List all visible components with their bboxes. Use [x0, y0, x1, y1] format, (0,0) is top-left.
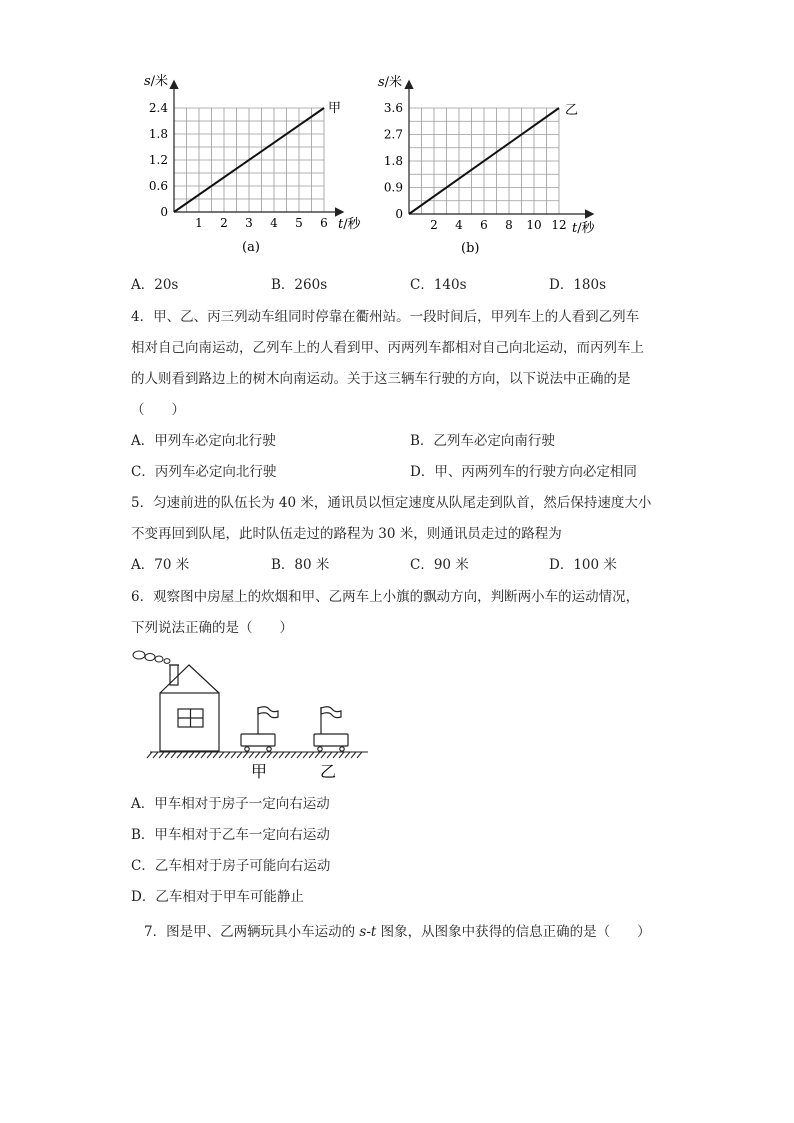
- q5-option-d: D．100 米: [549, 557, 617, 573]
- ground-hatch: [333, 752, 338, 758]
- chart-b-caption: (b): [461, 241, 480, 256]
- ground-hatch: [267, 752, 272, 758]
- chart-b-y-tick-label: 3.6: [383, 101, 403, 115]
- q7-var: s-t: [359, 924, 377, 940]
- ground-hatch: [213, 752, 218, 758]
- q5-line-1: 5．匀速前进的队伍长为 40 米，通讯员以恒定速度从队尾走到队首，然后保持速度大小: [131, 495, 652, 511]
- chart-b-x-tick-label: 4: [455, 218, 463, 232]
- ground-hatch: [291, 752, 296, 758]
- ground-hatch: [345, 752, 350, 758]
- q4-option-b: B．乙列车必定向南行驶: [410, 433, 555, 449]
- cart-b-label: 乙: [320, 762, 337, 781]
- ground-hatch: [159, 752, 164, 758]
- q5-option-c: C．90 米: [410, 557, 469, 573]
- chart-a-caption: (a): [242, 240, 260, 255]
- q4-line-4: （ ）: [131, 402, 185, 418]
- ground-hatch: [237, 752, 242, 758]
- q7-text-before: 7．图是甲、乙两辆玩具小车运动的: [144, 924, 360, 940]
- chart-a-x-tick-label: 5: [295, 216, 303, 230]
- q6-line-1: 6．观察图中房屋上的炊烟和甲、乙两车上小旗的飘动方向，判断两小车的运动情况，: [131, 589, 640, 605]
- ground-hatch: [303, 752, 308, 758]
- ground-hatch: [261, 752, 266, 758]
- ground-hatch: [201, 752, 206, 758]
- q3-option-a: A．20s: [131, 277, 179, 293]
- chart-a-y-tick-label: 0: [160, 205, 168, 219]
- chart-b-x-tick-label: 8: [505, 218, 513, 232]
- chart-b-x-tick-label: 2: [430, 218, 438, 232]
- q3-option-b: B．260s: [271, 277, 328, 293]
- chart-b-y-tick-label: 0: [395, 207, 403, 221]
- chart-a-x-tick-label: 4: [270, 216, 278, 230]
- chart-b-xlabel: t/秒: [572, 221, 595, 236]
- chart-a-y-tick-label: 0.6: [148, 179, 168, 193]
- q6-option-d: D．乙车相对于甲车可能静止: [131, 889, 304, 905]
- chart-a-x-tick-label: 1: [195, 216, 203, 230]
- ground-hatch: [171, 752, 176, 758]
- ground-hatch: [297, 752, 302, 758]
- chart-b: [370, 70, 610, 260]
- q4-option-a: A．甲列车必定向北行驶: [131, 433, 276, 449]
- q4-line-2: 相对自己向南运动，乙列车上的人看到甲、丙两列车都相对自己向北运动，而丙列车上: [131, 340, 644, 356]
- ground-hatch: [285, 752, 290, 758]
- cart-a-label: 甲: [251, 762, 268, 781]
- ground-hatch: [207, 752, 212, 758]
- chart-b-x-tick-label: 10: [526, 218, 542, 232]
- ground-hatch: [327, 752, 332, 758]
- chart-a-y-tick-label: 2.4: [148, 101, 168, 115]
- chart-a-series-label: 甲: [328, 101, 342, 116]
- q5-option-a: A．70 米: [131, 557, 190, 573]
- cart-a: [241, 707, 278, 751]
- ground-hatch: [351, 752, 356, 758]
- ground-hatch: [153, 752, 158, 758]
- chart-a-y-tick-label: 1.8: [148, 127, 168, 141]
- chart-a-y-tick-label: 1.2: [148, 153, 168, 167]
- ground-hatch: [279, 752, 284, 758]
- ground-hatch: [177, 752, 182, 758]
- chart-a-x-tick-label: 2: [220, 216, 228, 230]
- q4-line-1: 4．甲、乙、丙三列动车组同时停靠在衢州站。一段时间后，甲列车上的人看到乙列车: [131, 309, 640, 325]
- ground-hatch: [339, 752, 344, 758]
- ground-hatch: [165, 752, 170, 758]
- q7-text-after: 图象，从图象中获得的信息正确的是（ ）: [376, 924, 651, 940]
- q4-line-3: 的人则看到路边上的树木向南运动。关于这三辆车行驶的方向，以下说法中正确的是: [131, 371, 631, 387]
- ground-hatch: [357, 752, 362, 758]
- ground-hatch: [231, 752, 236, 758]
- ground-hatch: [255, 752, 260, 758]
- q6-option-c: C．乙车相对于房子可能向右运动: [131, 858, 331, 874]
- ground-hatch: [147, 752, 152, 758]
- q7-line-1: [144, 926, 651, 940]
- q6-figure: [128, 645, 378, 785]
- q5-option-b: B．80 米: [271, 557, 330, 573]
- ground-hatch: [219, 752, 224, 758]
- ground-hatch: [249, 752, 254, 758]
- smoke-puffs: [133, 651, 170, 663]
- ground: [147, 752, 368, 758]
- ground-hatch: [189, 752, 194, 758]
- q3-option-d: D．180s: [549, 277, 607, 293]
- chart-b-series-label: 乙: [565, 103, 579, 118]
- q4-option-c: C．丙列车必定向北行驶: [131, 464, 277, 480]
- q6-line-2: 下列说法正确的是（ ）: [131, 620, 293, 636]
- q6-option-a: A．甲车相对于房子一定向右运动: [131, 796, 330, 812]
- chart-a: [130, 68, 370, 258]
- ground-hatch: [309, 752, 314, 758]
- house: [160, 665, 219, 751]
- ground-hatch: [321, 752, 326, 758]
- q3-option-c: C．140s: [410, 277, 467, 293]
- ground-hatch: [183, 752, 188, 758]
- chart-b-ylabel: s/米: [378, 75, 403, 90]
- ground-hatch: [315, 752, 320, 758]
- ground-hatch: [243, 752, 248, 758]
- q6-option-b: B．甲车相对于乙车一定向右运动: [131, 827, 330, 843]
- chart-a-xlabel: t/秒: [338, 217, 361, 232]
- chart-b-x-tick-label: 12: [551, 218, 567, 232]
- ground-hatch: [273, 752, 278, 758]
- chart-b-y-tick-label: 0.9: [383, 180, 403, 195]
- ground-hatch: [195, 752, 200, 758]
- cart-b: [314, 707, 348, 751]
- ground-hatch: [225, 752, 230, 758]
- q4-option-d: D．甲、丙两列车的行驶方向必定相同: [410, 464, 637, 480]
- chart-b-x-tick-label: 6: [480, 218, 488, 232]
- chart-a-x-tick-label: 6: [320, 216, 328, 230]
- chart-a-ylabel: s/米: [144, 74, 169, 89]
- chart-b-y-tick-label: 2.7: [383, 127, 403, 142]
- chart-a-x-tick-label: 3: [245, 216, 253, 230]
- chart-b-y-tick-label: 1.8: [383, 154, 403, 168]
- q5-line-2: 不变再回到队尾，此时队伍走过的路程为 30 米，则通讯员走过的路程为: [131, 526, 562, 542]
